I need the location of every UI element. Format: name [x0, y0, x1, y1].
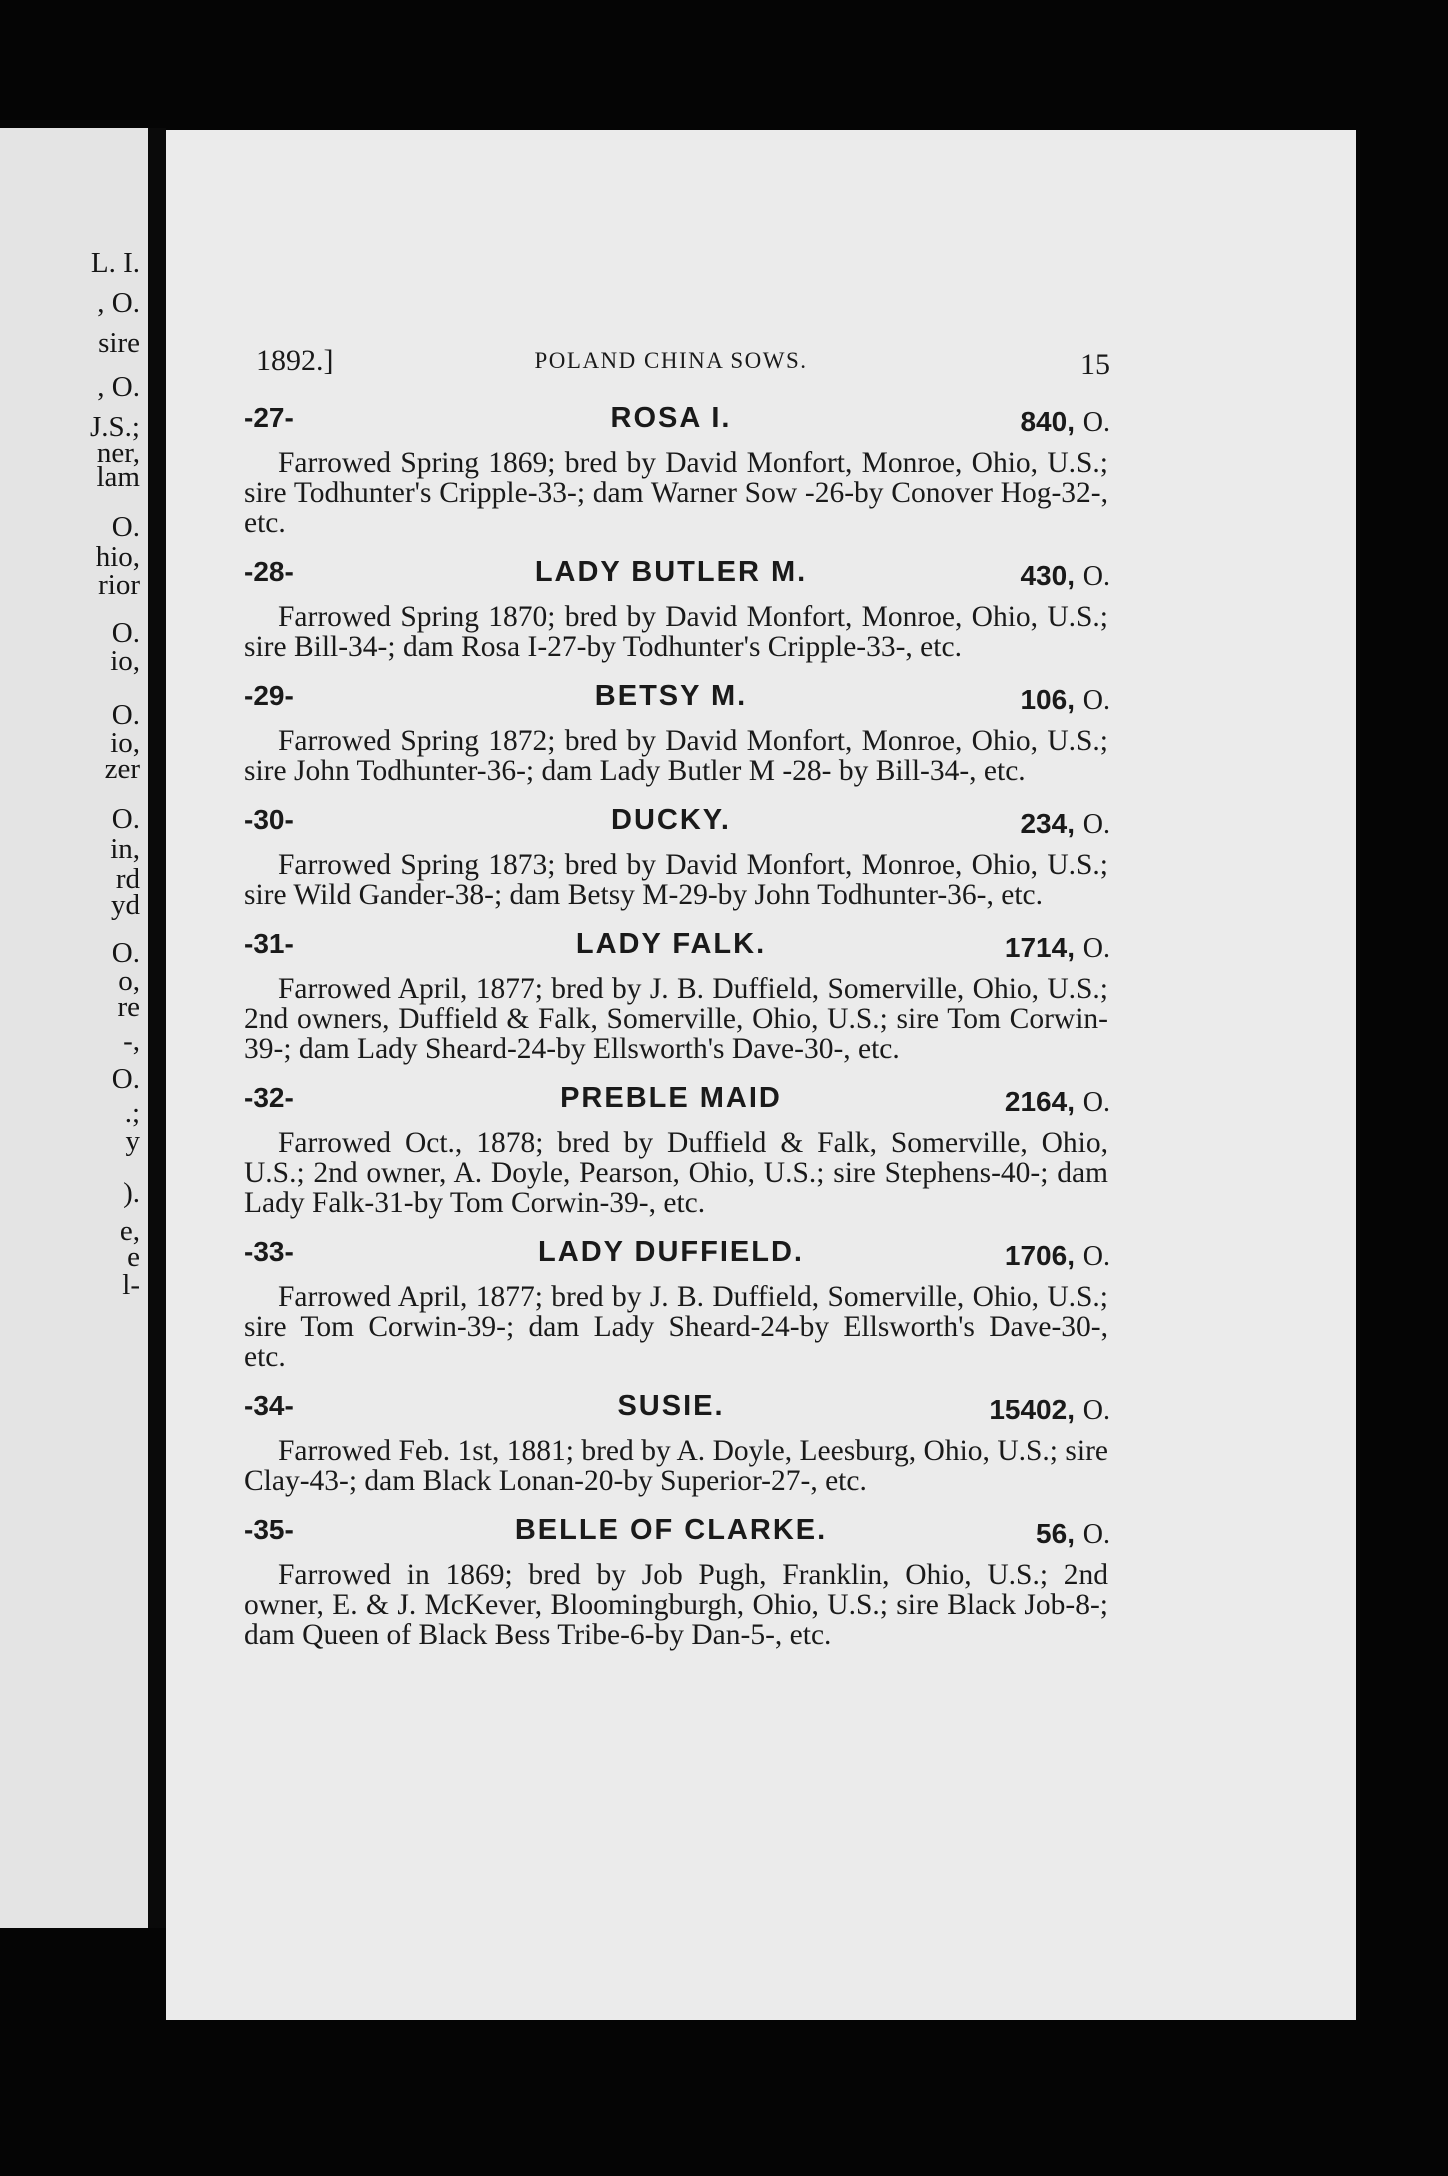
entry-description: Farrowed in 1869; bred by Job Pugh, Franklin, Ohio, U.S.; 2nd owner, E. & J. McKever, Bloomingburgh, Ohio, U.S.; sire Black Job-8-; dam Queen of Black Bess Tribe-6-by Dan-5-, etc.	[244, 1559, 1108, 1651]
page-number: 15	[1080, 348, 1110, 381]
sow-entry	[232, 1228, 1110, 1372]
registry-suffix: O.	[1082, 809, 1110, 840]
registry-number	[1005, 1086, 1110, 1119]
prev-page-fragment: rior	[98, 569, 140, 601]
prev-page-fragment: .;	[124, 1097, 140, 1129]
entry-description: Farrowed Spring 1873; bred by David Monfort, Monroe, Ohio, U.S.; sire Wild Gander-38-; dam Betsy M-29-by John Todhunter-36-, etc.	[244, 849, 1108, 911]
running-head-title: POLAND CHINA SOWS.	[534, 348, 808, 373]
entry-heading	[232, 672, 1110, 726]
registry-number	[1036, 1518, 1110, 1551]
prev-page-fragment: y	[125, 1125, 140, 1157]
sow-name: DUCKY.	[611, 804, 731, 836]
entry-number: -30-	[244, 804, 294, 835]
registry-number	[1020, 406, 1110, 439]
sow-name: LADY DUFFIELD.	[538, 1236, 804, 1268]
entry-heading	[232, 920, 1110, 974]
entry-description: Farrowed Spring 1870; bred by David Monfort, Monroe, Ohio, U.S.; sire Bill-34-; dam Rosa I-27-by Todhunter's Cripple-33-, etc.	[244, 601, 1108, 663]
sow-entry	[232, 394, 1110, 538]
running-head	[232, 344, 1110, 390]
entry-number: -29-	[244, 680, 294, 711]
prev-page-fragment: O.	[111, 937, 140, 969]
registry-suffix: O.	[1082, 1519, 1110, 1550]
prev-page-fragment: l-	[122, 1269, 140, 1301]
prev-page-fragment: O.	[111, 803, 140, 835]
sow-entry	[232, 548, 1110, 662]
prev-page-fragment: io,	[110, 727, 140, 759]
book-page	[166, 130, 1356, 2020]
prev-page-fragment: , O.	[97, 371, 140, 403]
sow-name: LADY FALK.	[575, 928, 767, 960]
prev-page-fragment: O.	[111, 699, 140, 731]
entry-heading	[232, 1382, 1110, 1436]
registry-value: 1714,	[1004, 932, 1075, 963]
prev-page-fragment: sire	[98, 327, 140, 359]
prev-page-fragment: ).	[123, 1177, 140, 1209]
page-gutter	[148, 128, 166, 1928]
entry-number: -33-	[244, 1236, 294, 1267]
entry-description: Farrowed April, 1877; bred by J. B. Duffield, Somerville, Ohio, U.S.; 2nd owners, Duffield & Falk, Somerville, Ohio, U.S.; sire Tom Corwin-39-; dam Lady Sheard-24-by Ellsworth's Dave-30-, etc.	[244, 973, 1108, 1065]
entry-list	[232, 394, 1110, 1650]
running-head-year: 1892.]	[256, 344, 334, 377]
prev-page-fragment: e	[127, 1241, 140, 1273]
entry-heading	[232, 796, 1110, 850]
prev-page-fragment: re	[117, 991, 140, 1023]
prev-page-fragment: O.	[111, 617, 140, 649]
prev-page-fragment: o,	[118, 965, 140, 997]
registry-number	[1005, 932, 1110, 965]
registry-suffix: O.	[1082, 685, 1110, 716]
registry-number	[1020, 684, 1110, 717]
entry-number: -34-	[244, 1390, 294, 1421]
entry-number: -32-	[244, 1082, 294, 1113]
registry-suffix: O.	[1082, 1241, 1110, 1272]
prev-page-fragment: O.	[111, 511, 140, 543]
registry-value: 106,	[1020, 684, 1075, 715]
previous-page-edge	[0, 128, 148, 1928]
prev-page-fragment: zer	[104, 753, 140, 785]
prev-page-fragment: rd	[115, 863, 140, 895]
registry-value: 15402,	[989, 1394, 1075, 1425]
sow-name: SUSIE.	[617, 1390, 725, 1422]
prev-page-fragment: e,	[119, 1215, 140, 1247]
sow-name: BELLE OF CLARKE.	[514, 1514, 828, 1546]
sow-name: ROSA I.	[610, 402, 732, 434]
registry-number	[1005, 1240, 1110, 1273]
entry-number: -31-	[244, 928, 294, 959]
entry-description: Farrowed Spring 1869; bred by David Monfort, Monroe, Ohio, U.S.; sire Todhunter's Cripple-33-; dam Warner Sow -26-by Conover Hog-32-, etc.	[244, 447, 1108, 539]
entry-heading	[232, 1506, 1110, 1560]
sow-entry	[232, 1506, 1110, 1650]
entry-number: -28-	[244, 556, 294, 587]
entry-description: Farrowed April, 1877; bred by J. B. Duffield, Somerville, Ohio, U.S.; sire Tom Corwin-39-; dam Lady Sheard-24-by Ellsworth's Dave-30-, etc.	[244, 1281, 1108, 1373]
registry-value: 430,	[1020, 560, 1075, 591]
entry-description: Farrowed Feb. 1st, 1881; bred by A. Doyle, Leesburg, Ohio, U.S.; sire Clay-43-; dam Black Lonan-20-by Superior-27-, etc.	[244, 1435, 1108, 1497]
prev-page-fragment: J.S.;	[90, 411, 140, 443]
registry-number	[1020, 560, 1110, 593]
prev-page-fragment: O.	[111, 1063, 140, 1095]
entry-number: -27-	[244, 402, 294, 433]
registry-suffix: O.	[1082, 407, 1110, 438]
entry-description: Farrowed Oct., 1878; bred by Duffield & Falk, Somerville, Ohio, U.S.; 2nd owner, A. Doyle, Pearson, Ohio, U.S.; sire Stephens-40-; dam Lady Falk-31-by Tom Corwin-39-, etc.	[244, 1127, 1108, 1219]
entry-heading	[232, 1228, 1110, 1282]
prev-page-fragment: ner,	[96, 437, 140, 469]
sow-entry	[232, 672, 1110, 786]
prev-page-fragment: lam	[96, 461, 140, 493]
prev-page-fragment: io,	[110, 645, 140, 677]
registry-value: 2164,	[1004, 1086, 1075, 1117]
registry-value: 1706,	[1004, 1240, 1075, 1271]
sow-name: BETSY M.	[594, 680, 748, 712]
registry-value: 234,	[1020, 808, 1075, 839]
registry-suffix: O.	[1082, 933, 1110, 964]
prev-page-fragment: -,	[123, 1025, 140, 1057]
registry-number	[989, 1394, 1110, 1427]
prev-page-fragment: yd	[111, 889, 140, 921]
registry-suffix: O.	[1082, 1395, 1110, 1426]
entry-number: -35-	[244, 1514, 294, 1545]
entry-description: Farrowed Spring 1872; bred by David Monfort, Monroe, Ohio, U.S.; sire John Todhunter-36-; dam Lady Butler M -28- by Bill-34-, etc.	[244, 725, 1108, 787]
sow-entry	[232, 1074, 1110, 1218]
entry-heading	[232, 394, 1110, 448]
entry-heading	[232, 548, 1110, 602]
registry-suffix: O.	[1082, 561, 1110, 592]
registry-suffix: O.	[1082, 1087, 1110, 1118]
entry-heading	[232, 1074, 1110, 1128]
registry-number	[1020, 808, 1110, 841]
sow-name: PREBLE MAID	[560, 1082, 782, 1114]
sow-entry	[232, 796, 1110, 910]
prev-page-fragment: hio,	[95, 541, 140, 573]
sow-entry	[232, 1382, 1110, 1496]
sow-name: LADY BUTLER M.	[534, 556, 808, 588]
page-content	[232, 344, 1110, 1660]
sow-entry	[232, 920, 1110, 1064]
prev-page-fragment: in,	[110, 833, 140, 865]
registry-value: 56,	[1036, 1518, 1075, 1549]
prev-page-fragment: L. I.	[90, 247, 140, 279]
prev-page-fragment: , O.	[97, 287, 140, 319]
registry-value: 840,	[1020, 406, 1075, 437]
